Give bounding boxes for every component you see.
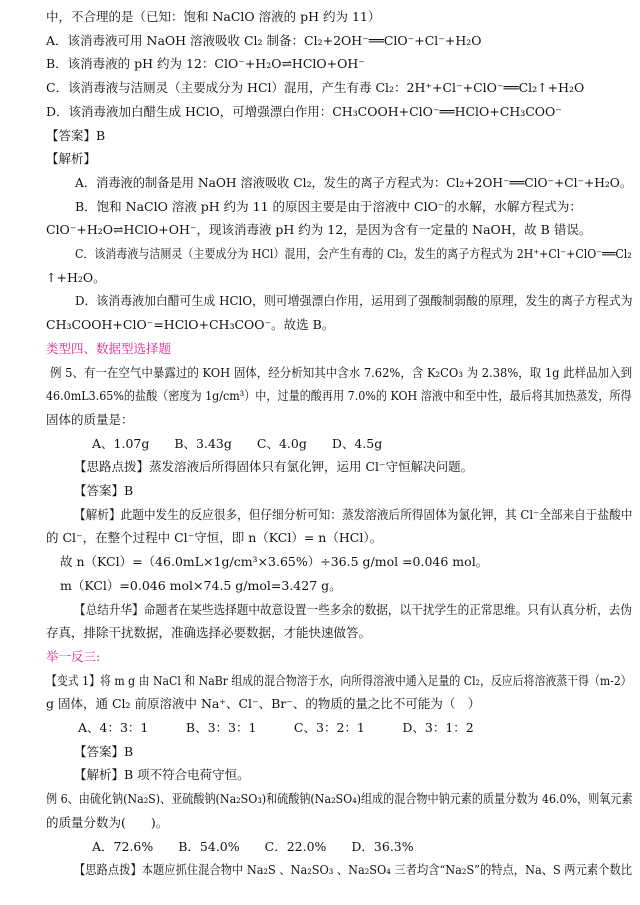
hint-example-5: 【思路点拨】蒸发溶液后所得固体只有氯化钾，运用 Cl⁻守恒解决问题。 <box>74 459 474 474</box>
option-a: A．该消毒液可用 NaOH 溶液吸收 Cl₂ 制备：Cl₂+2OH⁻══ClO⁻+Cl⁻+H₂O <box>46 33 482 48</box>
variant-1-stem: 【变式 1】将 m g 由 NaCl 和 NaBr 组成的混合物溶于水，向所得溶液中通入足量的 Cl₂，反应后将溶液蒸干得（m-2） <box>46 673 632 688</box>
analysis-b-equation: ClO⁻+H₂O⇌HClO+OH⁻，现该消毒液 pH 约为 12，是因为含有一定量的 NaOH，故 B 错误。 <box>46 222 592 237</box>
option-c: C．该消毒液与洁厕灵（主要成分为 HCl）混用，产生有毒 Cl₂：2H⁺+Cl⁻+ClO⁻══Cl₂↑+H₂O <box>46 80 585 95</box>
example-5-stem: 例 5、有一在空气中暴露过的 KOH 固体，经分析知其中含水 7.62%，含 K₂CO₃ 为 2.38%，取 1g 此样品加入到 <box>50 365 633 380</box>
analysis-label: 【解析】 <box>46 151 97 166</box>
option-d: D．该消毒液加白醋生成 HClO，可增强漂白作用：CH₃COOH+ClO⁻══HClO+CH₃COO⁻ <box>46 104 562 119</box>
answer-label: 【答案】B <box>46 128 106 143</box>
analysis-b: B．饱和 NaClO 溶液 pH 约为 11 的原因主要是由于溶液中 ClO⁻的水解，水解方程式为： <box>75 199 582 214</box>
example-6-stem: 例 6、由硫化钠(Na₂S)、亚硫酸钠(Na₂SO₃)和硫酸钠(Na₂SO₄)组成的混合物中钠元素的质量分数为 46.0%，则氧元素 <box>46 791 633 806</box>
example-5-stem-2: 46.0mL3.65%的盐酸（密度为 1g/cm³）中，过量的酸再用 7.0%的 KOH 溶液中和至中性，最后将其加热蒸发，所得 <box>46 388 632 403</box>
option-b: B．该消毒液的 pH 约为 12：ClO⁻+H₂O⇌HClO+OH⁻ <box>46 56 365 71</box>
answer-variant-1: 【答案】B <box>74 744 134 759</box>
hint-example-6: 【思路点拨】本题应抓住混合物中 Na₂S 、Na₂SO₃ 、Na₂SO₄ 三者均含“Na₂S”的特点，Na、S 两元素个数比 <box>74 862 633 877</box>
variant-1-stem-2: g 固体，通 Cl₂ 前原溶液中 Na⁺、Cl⁻、Br⁻、的物质的量之比不可能为（ ） <box>46 696 481 711</box>
analysis-c-cont: ↑+H₂O。 <box>46 270 106 285</box>
example-5-options: A、1.07g B、3.43g C、4.0g D、4.5g <box>92 436 383 451</box>
analysis-c: C．该消毒液与洁厕灵（主要成分为 HCl）混用，会产生有毒的 Cl₂，发生的离子方程式为 2H⁺+Cl⁻+ClO⁻══Cl₂ <box>75 246 632 261</box>
analysis-a: A．消毒液的制备是用 NaOH 溶液吸收 Cl₂，发生的离子方程式为：Cl₂+2OH⁻══ClO⁻+Cl⁻+H₂O。 <box>75 175 633 190</box>
summary-example-5-cont: 存真，排除干扰数据，准确选择必要数据，才能快速做答。 <box>46 625 372 640</box>
practice-heading: 举一反三: <box>46 649 101 664</box>
summary-example-5: 【总结升华】命题者在某些选择题中故意设置一些多余的数据，以干扰学生的正常思维。只有认真分析，去伪 <box>74 602 633 617</box>
question-stem-continued: 中，不合理的是（已知：饱和 NaClO 溶液的 pH 约为 11） <box>46 9 381 24</box>
example-6-options: A．72.6% B．54.0% C．22.0% D．36.3% <box>92 839 414 854</box>
analysis-d: D．该消毒液加白醋可生成 HClO，则可增强漂白作用，运用到了强酸制弱酸的原理，发生的离子方程式为 <box>75 293 633 308</box>
analysis-variant-1: 【解析】B 项不符合电荷守恒。 <box>74 767 250 782</box>
analysis-example-5-cont: 的 Cl⁻，在整个过程中 Cl⁻守恒，即 n（KCl）= n（HCl）。 <box>46 530 383 545</box>
analysis-example-5: 【解析】此题中发生的反应很多，但仔细分析可知：蒸发溶液后所得固体为氯化钾，其 Cl⁻全部来自于盐酸中 <box>74 507 633 522</box>
answer-example-5: 【答案】B <box>74 483 134 498</box>
section-heading-type4: 类型四、数据型选择题 <box>46 341 172 356</box>
calc-m-kcl: m（KCl）=0.046 mol×74.5 g/mol=3.427 g。 <box>60 578 342 593</box>
analysis-d-cont: CH₃COOH+ClO⁻=HClO+CH₃COO⁻。故选 B。 <box>46 317 335 332</box>
example-6-stem-2: 的质量分数为( )。 <box>46 815 169 830</box>
variant-1-options: A、4：3：1 B、3：3：1 C、3：2：1 D、3：1：2 <box>78 720 474 735</box>
example-5-stem-3: 固体的质量是： <box>46 412 134 427</box>
calc-n-kcl: 故 n（KCl）=（46.0mL×1g/cm³×3.65%）÷36.5 g/mol =0.046 mol。 <box>60 554 489 569</box>
